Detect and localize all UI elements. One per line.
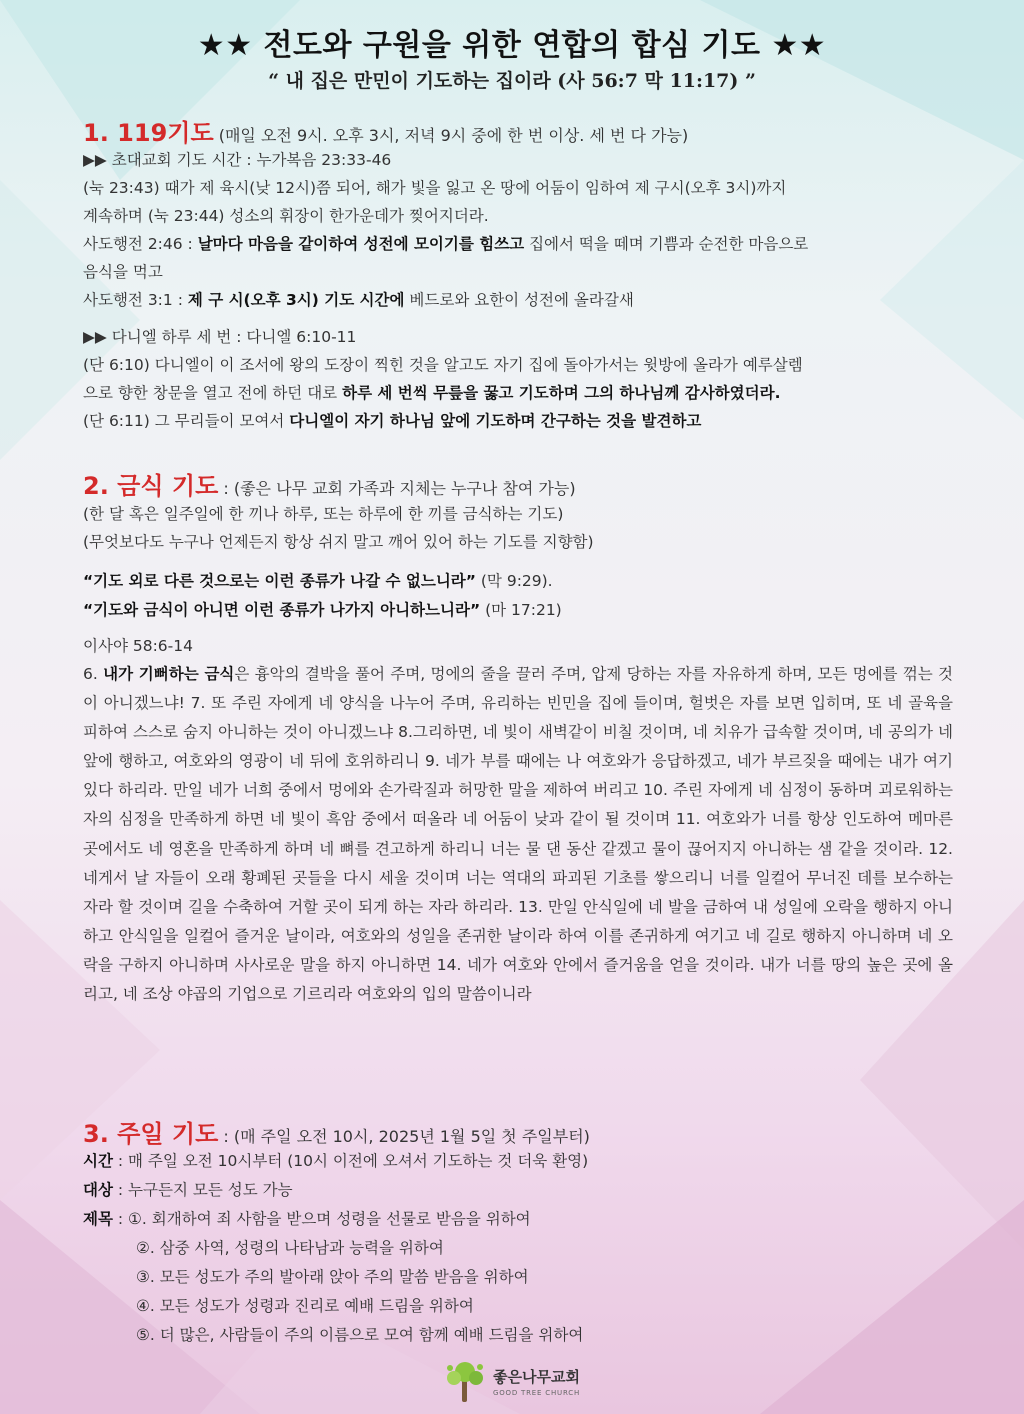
isaiah-reference: 이사야 58:6-14 bbox=[83, 637, 193, 655]
quote-2-ref: (마 17:21) bbox=[480, 601, 562, 619]
sunday-topic-2: ②. 삼중 사역, 성령의 나타남과 능력을 위하여 bbox=[136, 1239, 444, 1257]
sunday-time bbox=[83, 1151, 588, 1171]
target-value: : 누구든지 모든 성도 가능 bbox=[112, 1181, 293, 1199]
topic-label: 제목 bbox=[83, 1210, 113, 1228]
section-119-note: (매일 오전 9시. 오후 3시, 저녁 9시 중에 한 번 이상. 세 번 다 가능) bbox=[218, 126, 689, 145]
quote-1-text: “기도 외로 다른 것으로는 이런 종류가 나갈 수 없느니라” bbox=[83, 572, 476, 590]
acts-3-1-rest: 베드로와 요한이 성전에 올라갈새 bbox=[404, 291, 634, 309]
fasting-note-1: (한 달 혹은 일주일에 한 끼나 하루, 또는 하루에 한 끼를 금식하는 기도) bbox=[83, 505, 564, 523]
topic-item: ①. 회개하여 죄 사함을 받으며 성령을 선물로 받음을 위하여 bbox=[128, 1210, 531, 1228]
daniel-6-10-line-2 bbox=[83, 383, 780, 403]
daniel-6-11 bbox=[83, 411, 701, 431]
daniel-6-11-bold: 다니엘이 자기 하나님 앞에 기도하며 간구하는 것을 발견하고 bbox=[289, 412, 702, 430]
sunday-topic-4: ④. 모든 성도가 성령과 진리로 예배 드림을 위하여 bbox=[136, 1297, 474, 1315]
church-name-english: GOOD TREE CHURCH bbox=[493, 1389, 581, 1397]
acts-2-46-bold: 날마다 마음을 같이하여 성전에 모이기를 힘쓰고 bbox=[197, 235, 525, 253]
page-subtitle: “ 내 집은 만민이 기도하는 집이라 (사 56:7 막 11:17) ” bbox=[268, 70, 756, 92]
section-119-title: 1. 119기도 bbox=[83, 119, 214, 147]
quote-matt-17-21 bbox=[83, 600, 562, 620]
quote-1-ref: (막 9:29). bbox=[475, 572, 553, 590]
sunday-topic-3: ③. 모든 성도가 주의 발아래 앉아 주의 말씀 받음을 위하여 bbox=[136, 1268, 529, 1286]
daniel-title: ▶▶ 다니엘 하루 세 번 : 다니엘 6:10-11 bbox=[83, 328, 357, 346]
church-name: 좋은나무교회 bbox=[493, 1368, 580, 1386]
isaiah-bold: 내가 기뻐하는 금식 bbox=[103, 665, 235, 683]
section-fasting-title: 2. 금식 기도 bbox=[83, 472, 219, 500]
fasting-note-2: (무엇보다도 누구나 언제든지 항상 쉬지 말고 깨어 있어 하는 기도를 지향함) bbox=[83, 533, 594, 551]
daniel-6-10-bold: 하루 세 번씩 무릎을 꿇고 기도하며 그의 하나님께 감사하였더라. bbox=[342, 384, 781, 402]
isaiah-text: 은 흉악의 결박을 풀어 주며, 멍에의 줄을 끌러 주며, 압제 당하는 자를 자유하게 하며, 모든 멍에를 꺾는 것이 아니겠느냐! 7. 또 주린 자에게 네 양식을 나누어 주며, 유리하는 빈민을 집에 들이며, 헐벗은 자를 보면 입히며, 또 네 골육을 피하여 스스로 숨지 아니하는 것이 아니겠느냐 8.그리하면, 네 빛이 새벽같이 비칠 것이며, 네 치유가 급속할 것이며, 네 공의가 네 앞에 행하고, 여호와의 영광이 네 뒤에 호위하리니 9. 네가 부를 때에는 나 여호와가 응답하겠고, 네가 부르짖을 때에는 내가 여기 있다 하리라. 만일 네가 너희 중에서 멍에와 손가락질과 허망한 말을 제하여 버리고 10. 주린 자에게 네 심정이 동하며 괴로워하는 자의 심정을 만족하게 하면 네 빛이 흑암 중에서 떠올라 네 어둠이 낮과 같이 될 것이며 11. 여호와가 너를 항상 인도하여 메마른 곳에서도 네 영혼을 만족하게 하며 네 뼈를 견고하게 하리니 너는 물 댄 동산 같겠고 물이 끊어지지 아니하는 샘 같을 것이라. 12. 네게서 날 자들이 오래 황폐된 곳들을 다시 세울 것이며 너는 역대의 파괴된 기초를 쌓으리니 너를 일컬어 무너진 데를 보수하는 자라 할 것이며 길을 수축하여 거할 곳이 되게 하는 자라 하리라. 13. 만일 안식일에 네 발을 금하여 내 성일에 오락을 행하지 아니하고 안식일을 일컬어 즐거운 날이라, 여호와의 성일을 존귀한 날이라 하여 이를 존귀하게 여기고 네 길로 행하지 아니하며 네 오락을 구하지 아니하며 사사로운 말을 하지 아니하면 14. 네가 여호와 안에서 즐거움을 얻을 것이라. 내가 너를 땅의 높은 곳에 올리고, 네 조상 야곱의 기업으로 기르리라 여호와의 입의 말씀이니라 bbox=[83, 665, 954, 1004]
daniel-6-10-line-1: (단 6:10) 다니엘이 이 조서에 왕의 도장이 찍힌 것을 알고도 자기 집에 돌아가서는 윗방에 올라가 예루살렘 bbox=[83, 356, 803, 374]
sunday-target bbox=[83, 1180, 293, 1200]
daniel-6-10-pre: 으로 향한 창문을 열고 전에 하던 대로 bbox=[83, 384, 343, 402]
acts-3-1-bold: 제 구 시(오후 3시) 기도 시간에 bbox=[187, 291, 405, 309]
section-119-heading bbox=[83, 113, 688, 148]
acts-3-1 bbox=[83, 290, 634, 310]
quote-2-text: “기도와 금식이 아니면 이런 종류가 나가지 아니하느니라” bbox=[83, 601, 481, 619]
section-sunday-title: 3. 주일 기도 bbox=[83, 1120, 219, 1148]
section-fasting-heading bbox=[83, 466, 576, 501]
luke-line-2: 계속하며 (눅 23:44) 성소의 휘장이 한가운데가 찢어지더라. bbox=[83, 207, 489, 225]
acts-2-46-rest: 집에서 떡을 떼며 기쁨과 순전한 마음으로 bbox=[524, 235, 809, 253]
early-church-title: ▶▶ 초대교회 기도 시간 : 누가복음 23:33-46 bbox=[83, 151, 392, 169]
isaiah-passage bbox=[83, 660, 953, 1009]
acts-3-1-ref: 사도행전 3:1 : bbox=[83, 291, 188, 309]
luke-line-1: (눅 23:43) 때가 제 육시(낮 12시)쯤 되어, 해가 빛을 잃고 온 땅에 어둠이 임하여 제 구시(오후 3시)까지 bbox=[83, 179, 787, 197]
time-value: : 매 주일 오전 10시부터 (10시 이전에 오셔서 기도하는 것 더욱 환영) bbox=[112, 1152, 589, 1170]
section-sunday-heading bbox=[83, 1114, 590, 1149]
section-fasting-note: : (좋은 나무 교회 가족과 지체는 누구나 참여 가능) bbox=[223, 479, 576, 498]
sunday-topic-5: ⑤. 더 많은, 사람들이 주의 이름으로 모여 함께 예배 드림을 위하여 bbox=[136, 1326, 584, 1344]
acts-2-46 bbox=[83, 234, 808, 254]
daniel-6-11-pre: (단 6:11) 그 무리들이 모여서 bbox=[83, 412, 290, 430]
acts-2-46-ref: 사도행전 2:46 : bbox=[83, 235, 198, 253]
acts-2-46-line-2: 음식을 먹고 bbox=[83, 263, 163, 281]
target-label: 대상 bbox=[83, 1181, 113, 1199]
sunday-topic-1 bbox=[83, 1209, 531, 1229]
topic-separator: : bbox=[112, 1210, 129, 1228]
page-title: ★★ 전도와 구원을 위한 연합의 합심 기도 ★★ bbox=[197, 28, 827, 63]
tree-icon bbox=[440, 1358, 490, 1404]
section-sunday-note: : (매 주일 오전 10시, 2025년 1월 5일 첫 주일부터) bbox=[223, 1127, 590, 1146]
quote-mark-9-29 bbox=[83, 571, 553, 591]
isaiah-verse-number: 6. bbox=[83, 665, 104, 683]
time-label: 시간 bbox=[83, 1152, 113, 1170]
